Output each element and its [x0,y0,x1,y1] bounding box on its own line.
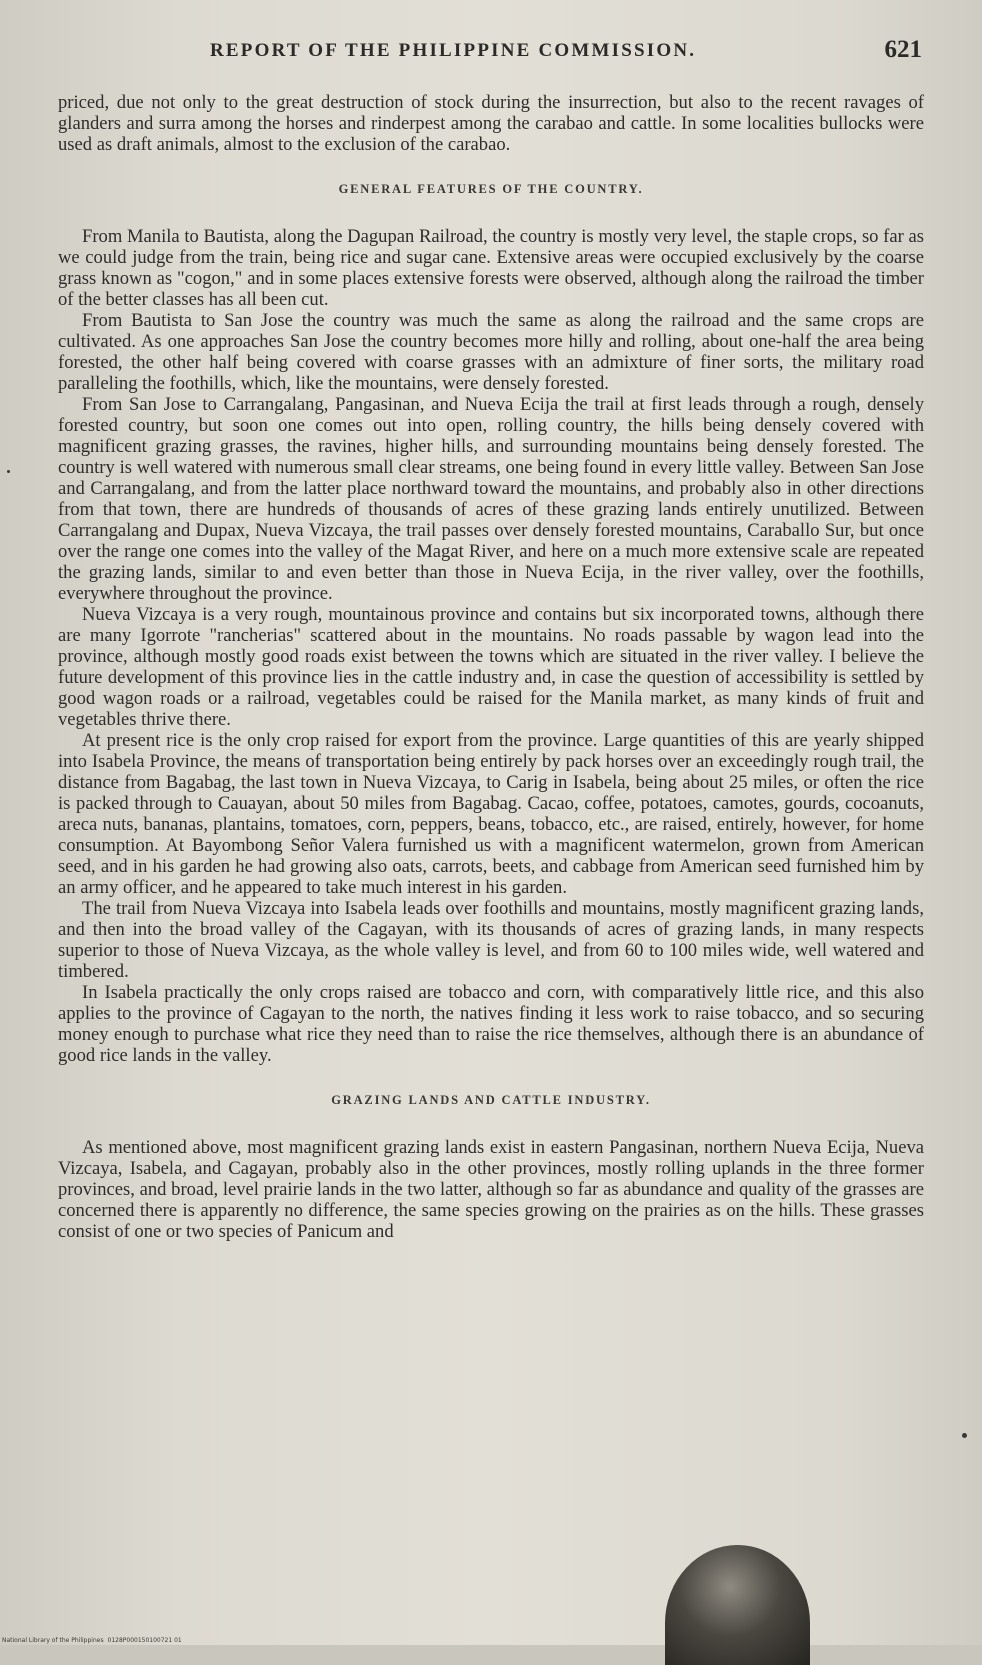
section-heading-grazing-lands: GRAZING LANDS AND CATTLE INDUSTRY. [331,1093,651,1107]
body-text [58,92,924,1242]
footer-library: National Library of the Philippines [2,1637,104,1644]
paragraph: From Manila to Bautista, along the Dagupan Railroad, the country is mostly very level, the staple crops, so far as we could judge from the train, being rice and sugar cane. Extensive areas were occupied exclusively by the coarse grass known as "cogon," and in some places extensive forests were observed, although along the railroad the timber of the better classes has all been cut. [58,226,924,310]
continued-paragraph: priced, due not only to the great destruction of stock during the insurrection, but also to the recent ravages of glanders and surra among the horses and rinderpest among the carabao and cattle. In some localities bullocks were used as draft animals, almost to the exclusion of the carabao. [58,92,924,155]
speck [962,1433,967,1438]
paragraph: In Isabela practically the only crops raised are tobacco and corn, with comparatively little rice, and this also applies to the province of Cagayan to the north, the natives finding it less work to raise tobacco, and so securing money enough to purchase what rice they need than to raise the rice themselves, although there is an abundance of good rice lands in the valley. [58,982,924,1066]
page-header [210,36,930,76]
paragraph: As mentioned above, most magnificent grazing lands exist in eastern Pangasinan, northern Nueva Ecija, Nueva Vizcaya, Isabela, and Cagayan, probably also in the other provinces, mostly rolling uplands in the three former provinces, and broad, level prairie lands in the two latter, although so far as abundance and quality of the grasses are concerned there is apparently no difference, the same species growing on the prairies as on the hills. These grasses consist of one or two species of Panicum and [58,1137,924,1242]
page-number: 621 [884,36,922,63]
scan-footer [0,1636,982,1645]
thumb-shadow [665,1545,810,1665]
speck [7,470,10,473]
paragraph: From San Jose to Carrangalang, Pangasinan, and Nueva Ecija the trail at first leads through a rough, densely forested country, but soon one comes out into open, rolling country, the hills being densely covered with magnificent grazing grasses, the ravines, higher hills, and surrounding mountains being densely forested. The country is well watered with numerous small clear streams, one being found in every little valley. Between San Jose and Carrangalang, and from the latter place northward toward the mountains, and probably also in other directions from that town, there are hundreds of thousands of acres of these grazing lands entirely unutilized. Between Carrangalang and Dupax, Nueva Vizcaya, the trail passes over densely forested mountains, Caraballo Sur, but once over the range one comes into the valley of the Magat River, and here on a much more extensive scale are repeated the grazing lands, similar to and even better than those in Nueva Ecija, in the river valley, over the foothills, everywhere throughout the province. [58,394,924,604]
paragraph: Nueva Vizcaya is a very rough, mountainous province and contains but six incorporated towns, although there are many Igorrote "rancherias" scattered about in the mountains. No roads passable by wagon lead into the province, although mostly good roads exist between the towns which are situated in the river valley. I believe the future development of this province lies in the cattle industry and, in case the question of accessibility is settled by good wagon roads or a railroad, vegetables could be raised for the Manila market, as many kinds of fruit and vegetables thrive there. [58,604,924,730]
paragraph: From Bautista to San Jose the country was much the same as along the railroad and the same crops are cultivated. As one approaches San Jose the country becomes more hilly and rolling, about one-half the area being forested, the other half being covered with coarse grasses with an admixture of finer sorts, the military road paralleling the foothills, which, like the mountains, were densely forested. [58,310,924,394]
paragraph: The trail from Nueva Vizcaya into Isabela leads over foothills and mountains, mostly magnificent grazing lands, and then into the broad valley of the Cagayan, with its thousands of acres of grazing lands, in many respects superior to those of Nueva Vizcaya, as the whole valley is level, and from 60 to 100 miles wide, well watered and timbered. [58,898,924,982]
section-heading-general-features: GENERAL FEATURES OF THE COUNTRY. [338,182,644,196]
running-title: REPORT OF THE PHILIPPINE COMMISSION. [210,40,697,61]
paragraph: At present rice is the only crop raised for export from the province. Large quantities of this are yearly shipped into Isabela Province, the means of transportation being entirely by pack horses over an exceedingly rough trail, the distance from Bagabag, the last town in Nueva Vizcaya, to Carig in Isabela, being about 25 miles, or often the rice is packed through to Cauayan, about 50 miles from Bagabag. Cacao, coffee, potatoes, camotes, gourds, cocoanuts, areca nuts, bananas, plantains, tomatoes, corn, peppers, beans, tobacco, etc., are raised, entirely, however, for home consumption. At Bayombong Señor Valera furnished us with a magnificent watermelon, grown from American seed, and in his garden he had growing also oats, carrots, beets, and cabbage from American seed furnished him by an army officer, and he appeared to take much interest in his garden. [58,730,924,898]
footer-code: 0128P000150100721 01 [107,1637,182,1644]
